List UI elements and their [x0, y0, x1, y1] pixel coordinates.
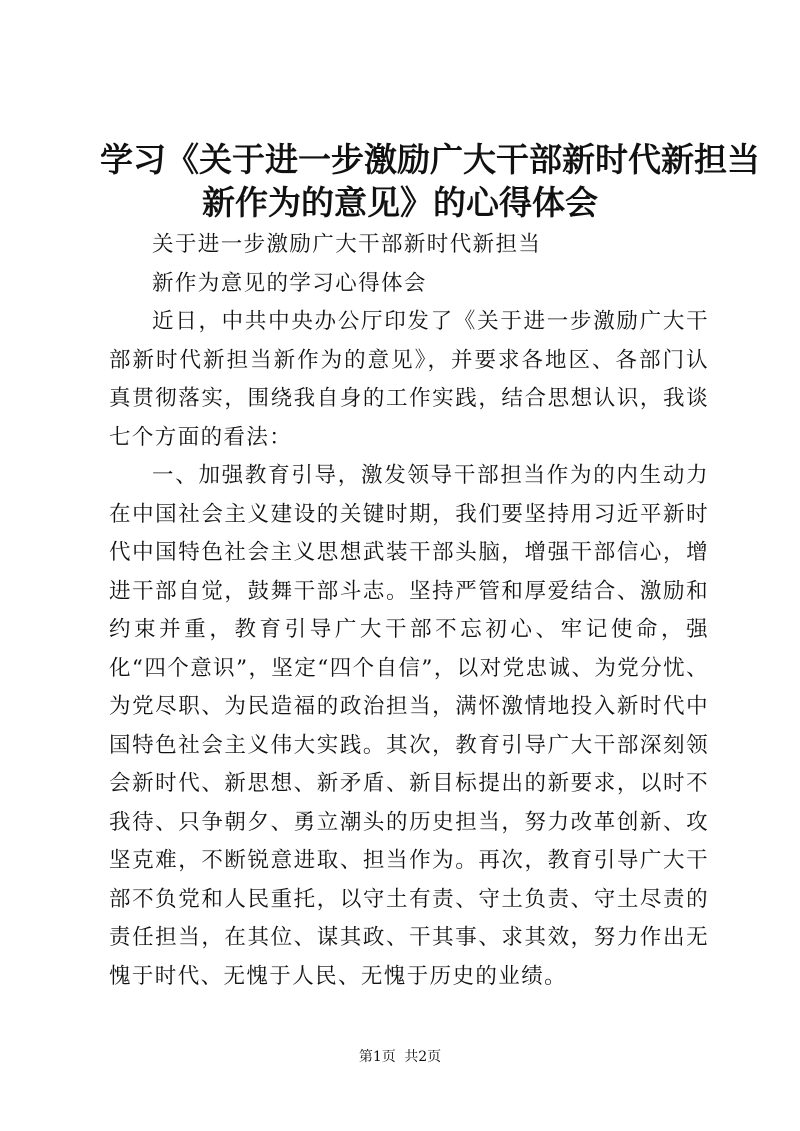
- paragraph-intro: 近日，中共中央办公厅印发了《关于进一步激励广大干部新时代新担当新作为的意见》，并要求各地区、各部门认真贯彻落实，围绕我自身的工作实践，结合思想认识，我谈七个方面的看法：: [109, 309, 709, 450]
- document-title: [100, 138, 760, 224]
- page-number: 第1页: [358, 1049, 396, 1065]
- title-line-2: 新作为的意见》的心得体会: [202, 183, 598, 222]
- document-body: [109, 226, 709, 996]
- paragraph-section-one: 一、加强教育引导，激发领导干部担当作为的内生动力在中国社会主义建设的关键时期，我们要坚持用习近平新时代中国特色社会主义思想武装干部头脑，增强干部信心，增进干部自觉，鼓舞干部斗志。坚持严管和厚爱结合、激励和约束并重，教育引导广大干部不忘初心、牢记使命，强化“四个意识”，坚定“四个自信”，以对党忠诚、为党分忧、为党尽职、为民造福的政治担当，满怀激情地投入新时代中国特色社会主义伟大实践。其次，教育引导广大干部深刻领会新时代、新思想、新矛盾、新目标提出的新要求，以时不我待、只争朝夕、勇立潮头的历史担当，努力改革创新、攻坚克难，不断锐意进取、担当作为。再次，教育引导广大干部不负党和人民重托，以守土有责、守土负责、守土尽责的责任担当，在其位、谋其政、干其事、求其效，努力作出无愧于时代、无愧于人民、无愧于历史的业绩。: [109, 463, 709, 989]
- page-footer: [0, 1048, 800, 1066]
- title-line-1: 学习《关于进一步激励广大干部新时代新担当: [100, 140, 760, 179]
- page-total: 共2页: [404, 1049, 442, 1065]
- subtitle-line-1: 关于进一步激励广大干部新时代新担当: [152, 232, 542, 257]
- subtitle-line-2: 新作为意见的学习心得体会: [152, 270, 427, 296]
